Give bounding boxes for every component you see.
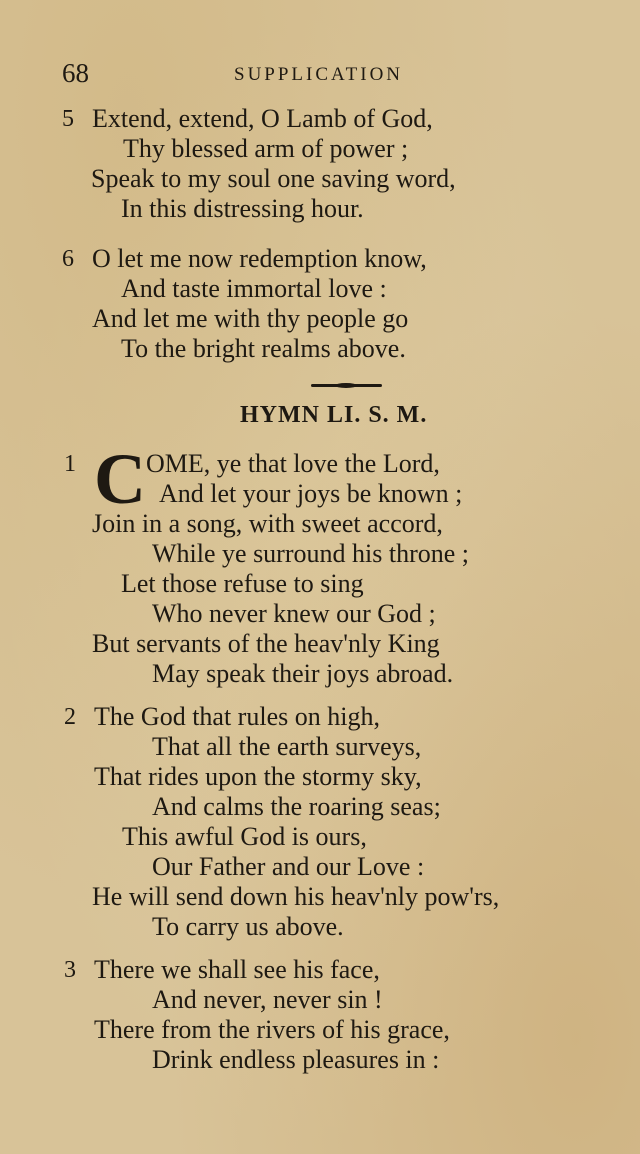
- ornamental-rule: [311, 384, 382, 387]
- verse-number: 1: [64, 451, 76, 477]
- verse-line: There from the rivers of his grace,: [94, 1015, 450, 1044]
- verse-line: The God that rules on high,: [94, 702, 380, 731]
- running-head: SUPPLICATION: [234, 64, 404, 85]
- verse-line: And taste immortal love :: [121, 274, 387, 303]
- verse-line: Join in a song, with sweet accord,: [92, 509, 443, 538]
- page-number: 68: [62, 58, 89, 88]
- verse-line: O let me now redemption know,: [92, 244, 427, 273]
- verse-line: But servants of the heav'nly King: [92, 629, 440, 658]
- verse-line: To carry us above.: [152, 912, 344, 941]
- verse-line: And let me with thy people go: [92, 304, 409, 333]
- verse-line: Who never knew our God ;: [152, 599, 436, 628]
- verse-line: This awful God is ours,: [122, 822, 367, 851]
- verse-line: In this distressing hour.: [121, 194, 364, 223]
- verse-line: Let those refuse to sing: [121, 569, 364, 598]
- verse-number: 3: [64, 957, 76, 983]
- verse-line: Thy blessed arm of power ;: [123, 134, 409, 163]
- hymn-title: HYMN LI. S. M.: [240, 402, 428, 428]
- verse-line: There we shall see his face,: [94, 955, 380, 984]
- verse-line: May speak their joys abroad.: [152, 659, 454, 688]
- drop-cap: C: [94, 439, 146, 519]
- verse-line: To the bright realms above.: [121, 334, 406, 363]
- verse-number: 6: [62, 246, 74, 272]
- verse-line: That rides upon the stormy sky,: [94, 762, 422, 791]
- verse-line: And never, never sin !: [152, 985, 383, 1014]
- verse-line: Extend, extend, O Lamb of God,: [92, 104, 433, 133]
- verse-line: And calms the roaring seas;: [152, 792, 441, 821]
- verse-line: OME, ye that love the Lord,: [146, 449, 440, 478]
- verse-line: While ye surround his throne ;: [152, 539, 469, 568]
- verse-line: And let your joys be known ;: [159, 479, 463, 508]
- verse-line: Our Father and our Love :: [152, 852, 425, 881]
- verse-number: 2: [64, 704, 76, 730]
- verse-line: Drink endless pleasures in :: [152, 1045, 440, 1074]
- verse-number: 5: [62, 106, 74, 132]
- verse-line: He will send down his heav'nly pow'rs,: [92, 882, 500, 911]
- verse-line: That all the earth surveys,: [152, 732, 422, 761]
- verse-line: Speak to my soul one saving word,: [91, 164, 456, 193]
- page-header: [62, 58, 462, 92]
